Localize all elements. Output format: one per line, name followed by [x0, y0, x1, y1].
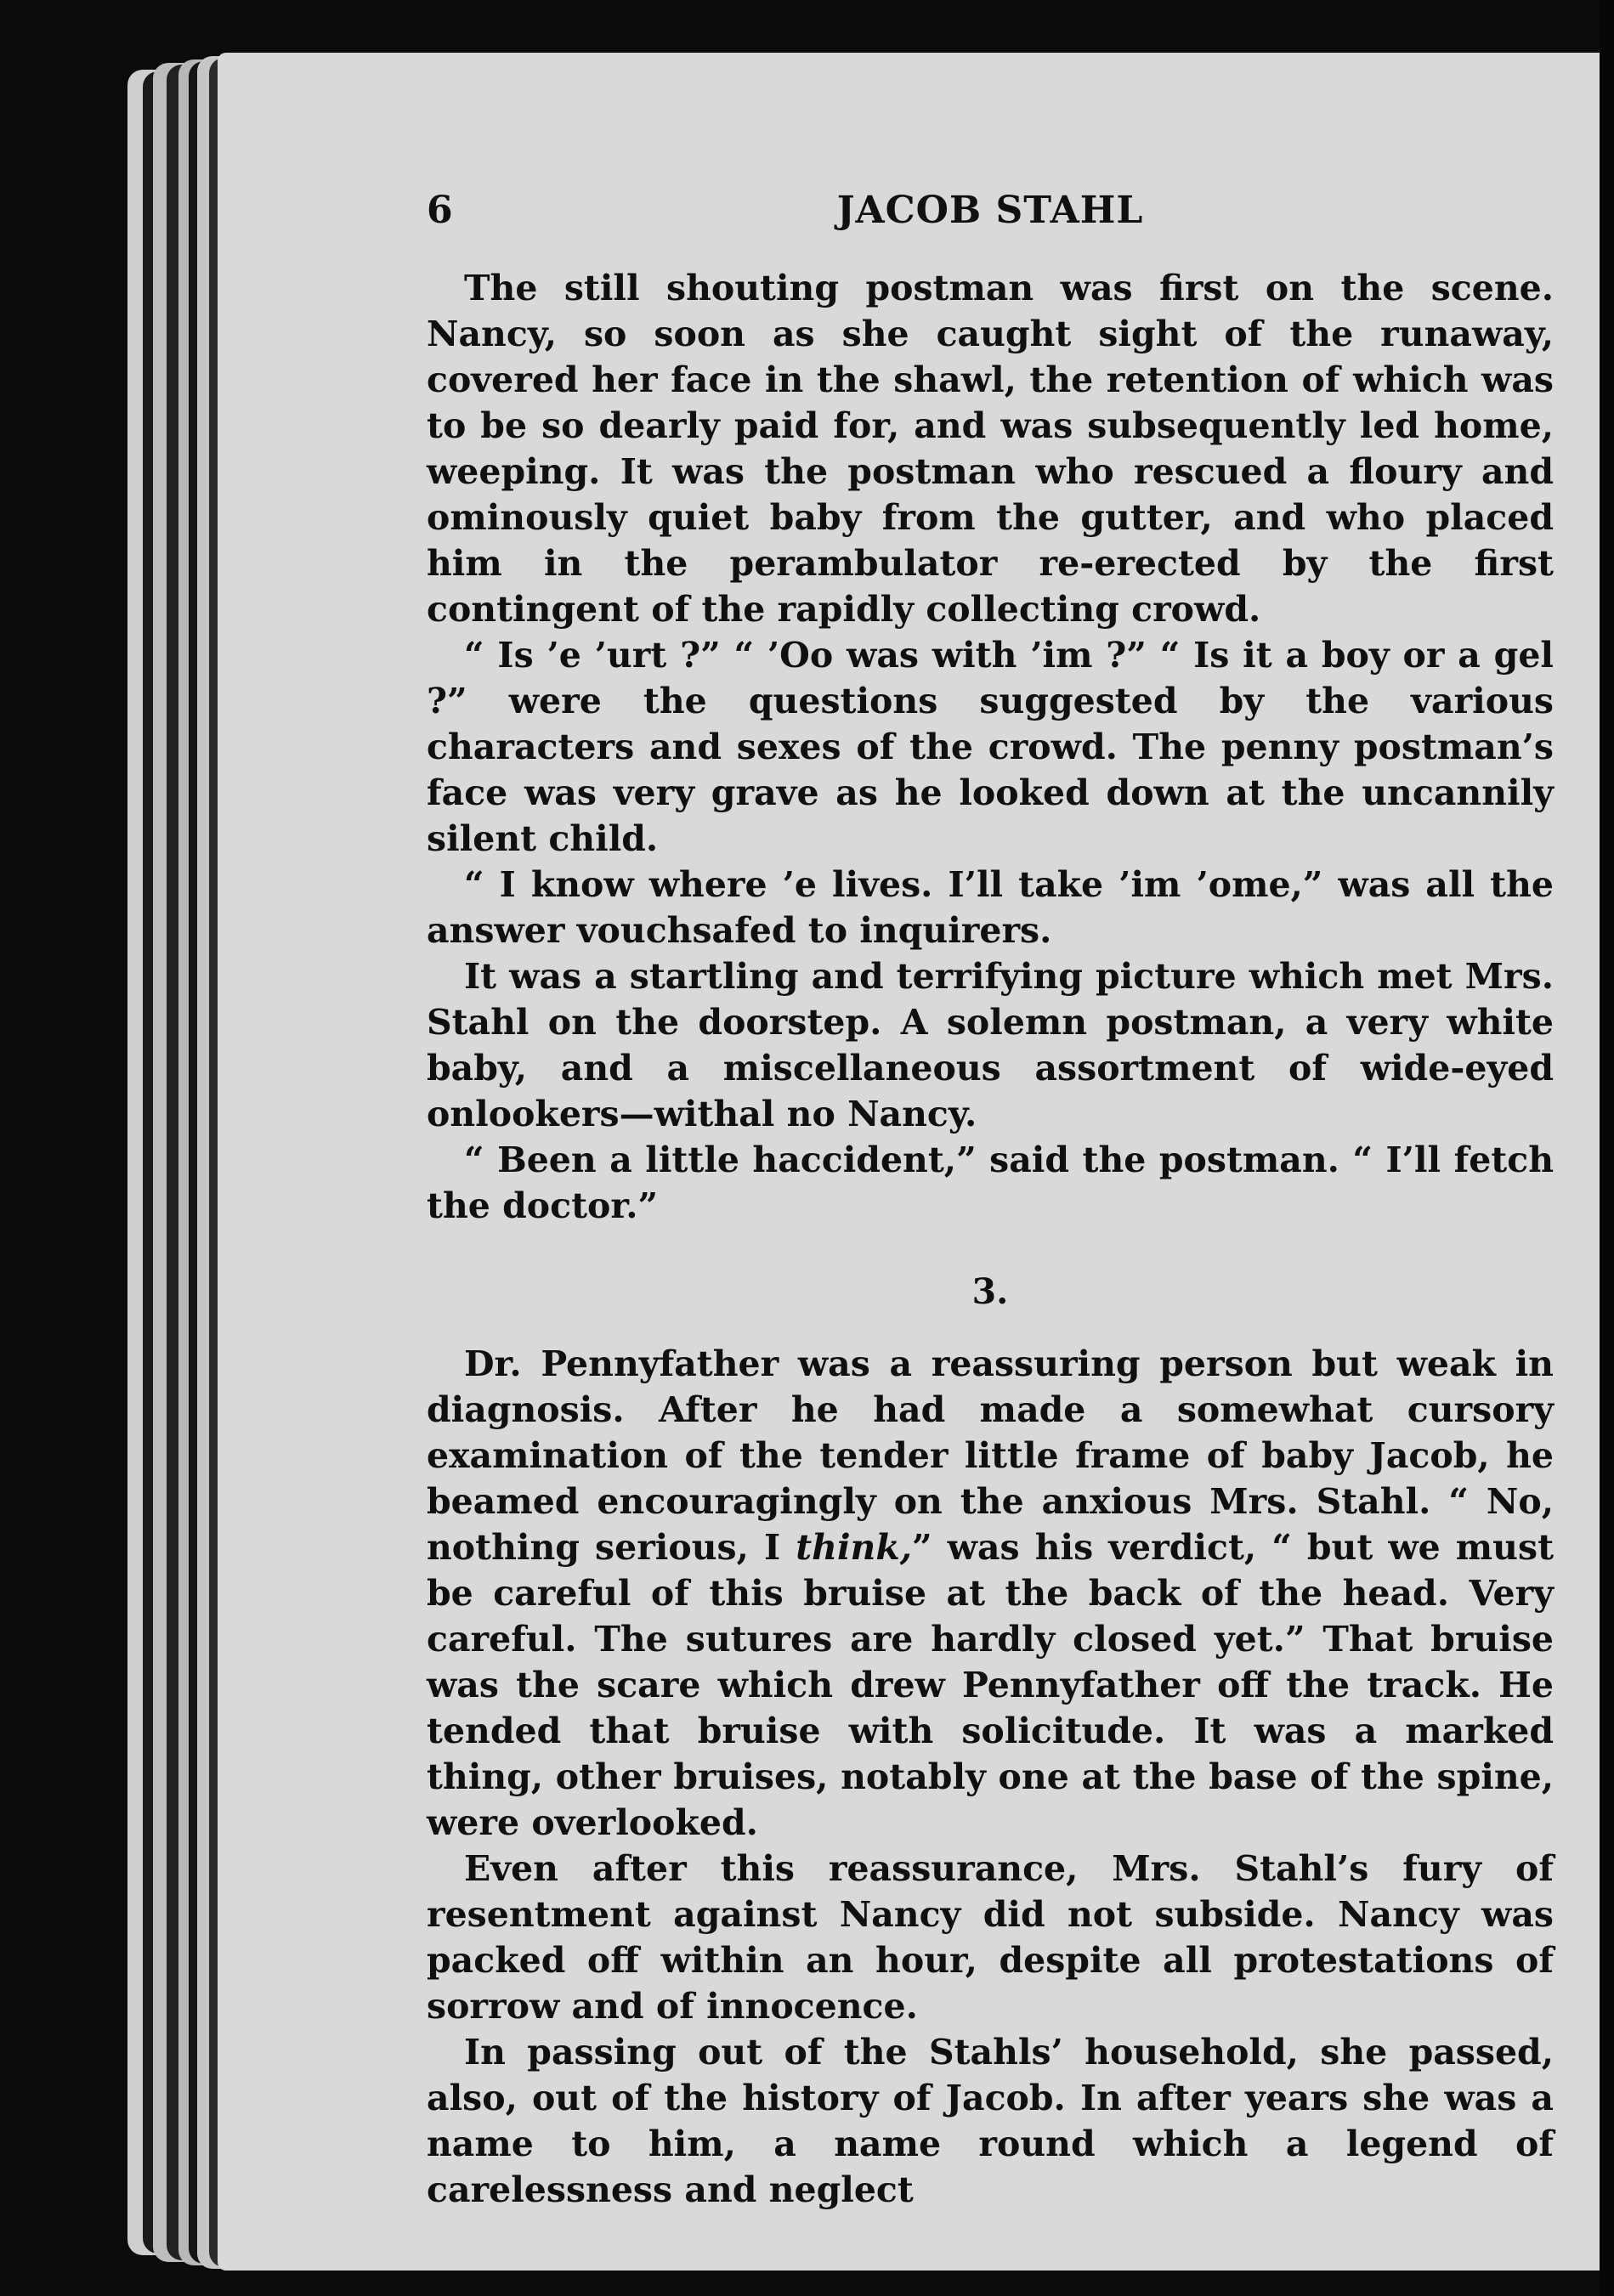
paragraph — [427, 1341, 1554, 1846]
italic-emphasis: think, — [796, 1527, 913, 1568]
running-title: JACOB STAHL — [836, 189, 1144, 232]
paragraph: “ Is ’e ’urt ?” “ ’Oo was with ’im ?” “ Is it a boy or a gel ?” were the questions suggested by the various characters and sexes of the crowd. The penny postman’s face was very grave as he looked down at the uncannily silent child. — [427, 635, 1554, 859]
paragraph: The still shouting postman was first on the scene. Nancy, so soon as she caught sight of the runaway, covered her face in the shawl, the retention of which was to be so dearly paid for, and was subsequently led home, weeping. It was the postman who rescued a floury and ominously quiet baby from the gutter, and who placed him in the perambulator re-erected by the first contingent of the rapidly collecting crowd. — [427, 268, 1554, 630]
paragraph: In passing out of the Stahls’ household, she passed, also, out of the history of Jacob. In after years she was a name to him, a name round which a legend of carelessness and neglect — [427, 2032, 1554, 2210]
paragraph: It was a startling and terrifying picture which met Mrs. Stahl on the doorstep. A solemn postman, a very white baby, and a miscellaneous assortment of wide-eyed onlookers—withal no Nancy. — [427, 956, 1554, 1134]
section-number: 3. — [971, 1271, 1009, 1312]
book-page — [218, 53, 1600, 2271]
paragraph: “ I know where ’e lives. I’ll take ’im ’ome,” was all the answer vouchsafed to inquirers. — [427, 864, 1554, 951]
page-number: 6 — [427, 189, 454, 232]
paragraph: “ Been a little haccident,” said the postman. “ I’ll fetch the doctor.” — [427, 1140, 1554, 1226]
scan-border — [1600, 0, 1614, 2296]
page-header — [427, 189, 1554, 265]
paragraph: Even after this reassurance, Mrs. Stahl’s fury of resentment against Nancy did not subside. Nancy was packed off within an hour, despite all protestations of sorrow and of innocence. — [427, 1848, 1554, 2027]
paragraph-text: Dr. Pennyfather was a reassuring person but weak in diagnosis. After he had made a somewhat cursory examination of the tender little frame of baby Jacob, he beamed encouragingly on the anxious Mrs. Stahl. “ No, nothing serious, I — [427, 1343, 1554, 1568]
paragraph-text: ” was his verdict, “ but we must be careful of this bruise at the back of the head. Very careful. The sutures are hardly closed yet.” That bruise was the scare which drew Pennyfather off the track. He tended that bruise with solicitude. It was a marked thing, other bruises, notably one at the base of the spine, were overlooked. — [427, 1527, 1555, 1843]
page-text-block — [427, 189, 1554, 2213]
